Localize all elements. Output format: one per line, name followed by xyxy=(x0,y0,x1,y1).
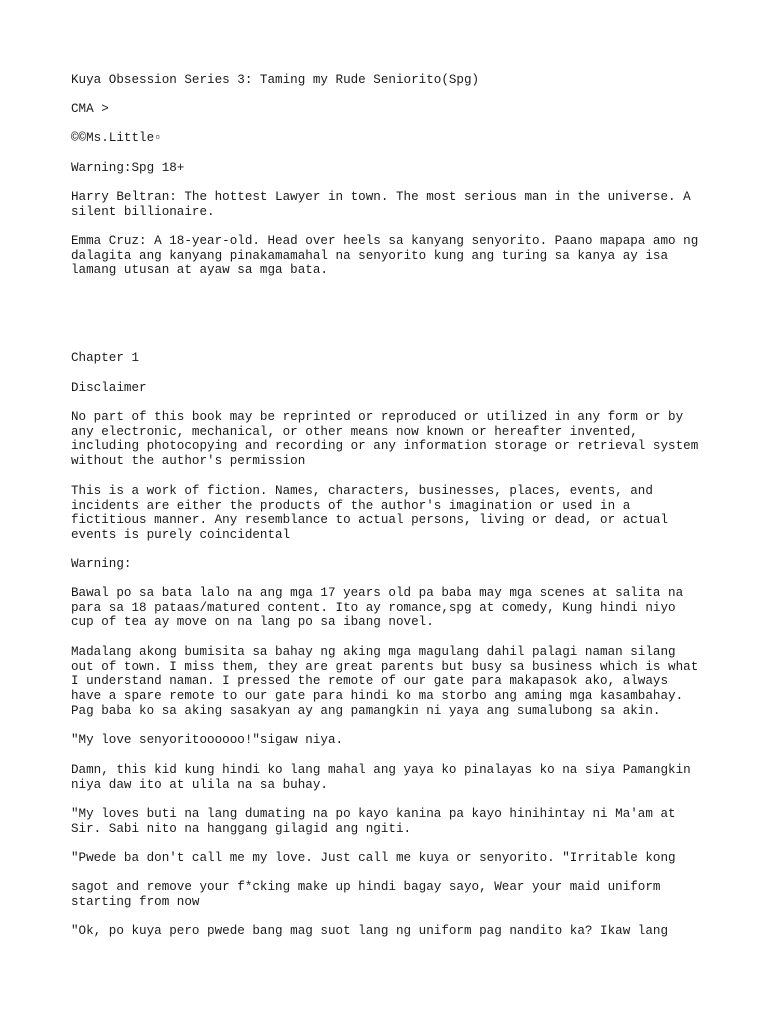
story-paragraph: sagot and remove your f*cking make up hindi bagay sayo, Wear your maid uniform starting from now xyxy=(71,880,661,909)
story-paragraph: "My love senyoritoooooo!"sigaw niya. xyxy=(71,733,344,747)
disclaimer-heading: Disclaimer xyxy=(71,381,147,395)
story-paragraph: Madalang akong bumisita sa bahay ng aking mga magulang dahil palagi naman silang out of town. I miss them, they are great parents but busy sa business which is what I understand naman. I pressed the remote of our gate para makapasok ako, always have a spare remote to our gate para hindi ko ma storbo ang aming mga kasambahay. Pag baba ko sa aking sasakyan ay ang pamangkin ni yaya ang sumalubong sa akin. xyxy=(71,645,699,718)
story-paragraph: "Pwede ba don't call me my love. Just call me kuya or senyorito. "Irritable kong xyxy=(71,851,676,865)
blurb-harry: Harry Beltran: The hottest Lawyer in town. The most serious man in the universe. A silent billionaire. xyxy=(71,190,691,219)
disclaimer-text: No part of this book may be reprinted or reproduced or utilized in any form or by any electronic, mechanical, or other means now known or hereafter invented, including photocopying and recording or any information storage or retrieval system without the author's permission xyxy=(71,410,699,469)
chapter-heading: Chapter 1 xyxy=(71,351,140,365)
fiction-notice: This is a work of fiction. Names, characters, businesses, places, events, and incidents are either the products of the author's imagination or used in a fictitious manner. Any resemblance to actual persons, living or dead, or actual events is purely coincidental xyxy=(71,484,669,543)
warning-rating: Warning:Spg 18+ xyxy=(71,161,185,175)
story-paragraph: "Ok, po kuya pero pwede bang mag suot lang ng uniform pag nandito ka? Ikaw lang xyxy=(71,924,669,938)
document-title: Kuya Obsession Series 3: Taming my Rude Seniorito(Spg) xyxy=(71,73,480,87)
warning-text: Bawal po sa bata lalo na ang mga 17 years old pa baba may mga scenes at salita na para sa 18 pataas/matured content. Ito ay romance,spg at comedy, Kung hindi niyo cup of tea ay move on na lang po sa ibang novel. xyxy=(71,586,684,630)
copyright-line: ©©Ms.Little▫ xyxy=(71,131,162,145)
warning-heading: Warning: xyxy=(71,557,132,571)
cma-link-text: CMA > xyxy=(71,102,109,116)
blurb-emma: Emma Cruz: A 18-year-old. Head over heels sa kanyang senyorito. Paano mapapa amo ng dalagita ang kanyang pinakamamahal na senyorito kung ang turing sa kanya ay isa lamang utusan at ayaw sa mga bata. xyxy=(71,234,699,278)
story-paragraph: Damn, this kid kung hindi ko lang mahal ang yaya ko pinalayas ko na siya Pamangkin niya daw ito at ulila na sa buhay. xyxy=(71,763,691,792)
story-paragraph: "My loves buti na lang dumating na po kayo kanina pa kayo hinihintay ni Ma'am at Sir. Sabi nito na hanggang gilagid ang ngiti. xyxy=(71,807,676,836)
